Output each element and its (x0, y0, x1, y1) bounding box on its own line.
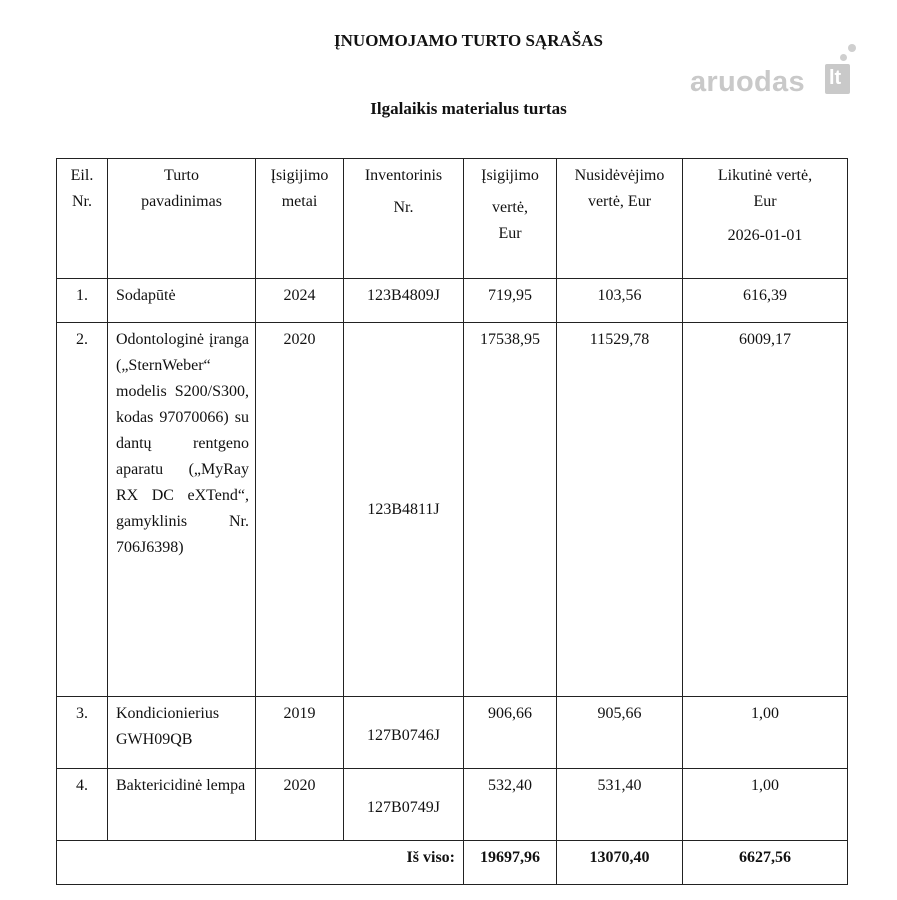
total-depreciation-value: 13070,40 (557, 841, 683, 885)
depreciation-value: 905,66 (557, 697, 683, 769)
table-row (57, 323, 848, 697)
acquisition-value: 532,40 (464, 769, 557, 841)
asset-name: Baktericidinė lempa (108, 769, 256, 841)
header-inventory-number (344, 159, 464, 279)
row-number: 4. (57, 769, 108, 841)
header-text: Įsigijimo (481, 167, 539, 184)
header-asset-name (108, 159, 256, 279)
header-acquisition-year (256, 159, 344, 279)
total-label: Iš viso: (57, 841, 464, 885)
acquisition-year: 2020 (256, 323, 344, 697)
table-row (57, 279, 848, 323)
header-text: Eil. (70, 167, 94, 184)
document-title: ĮNUOMOJAMO TURTO SĄRAŠAS (334, 31, 603, 50)
watermark-text: aruodas (690, 66, 805, 98)
header-text: Nr. (393, 199, 414, 216)
asset-name: Sodapūtė (108, 279, 256, 323)
header-row-number (57, 159, 108, 279)
watermark-chimney-dot (840, 54, 847, 61)
inventory-number: 127B0746J (344, 697, 464, 769)
total-residual-value: 6627,56 (683, 841, 848, 885)
header-text: Inventorinis (364, 167, 443, 184)
header-text: vertė, (492, 199, 528, 216)
residual-value: 616,39 (683, 279, 848, 323)
acquisition-year: 2020 (256, 769, 344, 841)
header-depreciation-value (557, 159, 683, 279)
residual-value: 1,00 (683, 769, 848, 841)
header-text: pavadinimas (141, 193, 222, 210)
header-text: Nr. (72, 193, 92, 210)
acquisition-year: 2019 (256, 697, 344, 769)
header-text: Likutinė vertė, (717, 167, 813, 184)
residual-value: 6009,17 (683, 323, 848, 697)
document-subtitle: Ilgalaikis materialus turtas (370, 99, 567, 118)
residual-value: 1,00 (683, 697, 848, 769)
header-text: Eur (498, 225, 522, 242)
acquisition-value: 906,66 (464, 697, 557, 769)
acquisition-year: 2024 (256, 279, 344, 323)
header-text: Turto (164, 167, 199, 184)
acquisition-value: 719,95 (464, 279, 557, 323)
asset-name: Odontologinė įranga („SternWeber“ modelis S200/S300, kodas 97070066) su dantų rentgeno aparatu („MyRay RX DC eXTend“, gamyklinis Nr. 706J6398) (108, 323, 256, 697)
inventory-number: 127B0749J (344, 769, 464, 841)
asset-name: Kondicionierius GWH09QB (108, 697, 256, 769)
header-residual-value (683, 159, 848, 279)
depreciation-value: 11529,78 (557, 323, 683, 697)
row-number: 3. (57, 697, 108, 769)
table-row (57, 769, 848, 841)
row-number: 1. (57, 279, 108, 323)
aruodas-watermark-logo (690, 52, 870, 102)
table-header-row (57, 159, 848, 279)
depreciation-value: 103,56 (557, 279, 683, 323)
acquisition-value: 17538,95 (464, 323, 557, 697)
header-text: Eur (753, 193, 777, 210)
watermark-suffix: lt (829, 67, 842, 89)
inventory-number: 123B4809J (344, 279, 464, 323)
table-row (57, 697, 848, 769)
header-text: Nusidėvėjimo (574, 167, 665, 184)
row-number: 2. (57, 323, 108, 697)
inventory-number: 123B4811J (344, 323, 464, 697)
watermark-house-icon (825, 64, 850, 94)
total-acquisition-value: 19697,96 (464, 841, 557, 885)
depreciation-value: 531,40 (557, 769, 683, 841)
watermark-chimney-dot (848, 44, 856, 52)
header-acquisition-value (464, 159, 557, 279)
header-text: metai (281, 193, 318, 210)
header-text: 2026-01-01 (727, 227, 803, 244)
total-row (57, 841, 848, 885)
asset-table (56, 158, 848, 885)
header-text: vertė, Eur (587, 193, 652, 210)
header-text: Įsigijimo (270, 167, 329, 184)
